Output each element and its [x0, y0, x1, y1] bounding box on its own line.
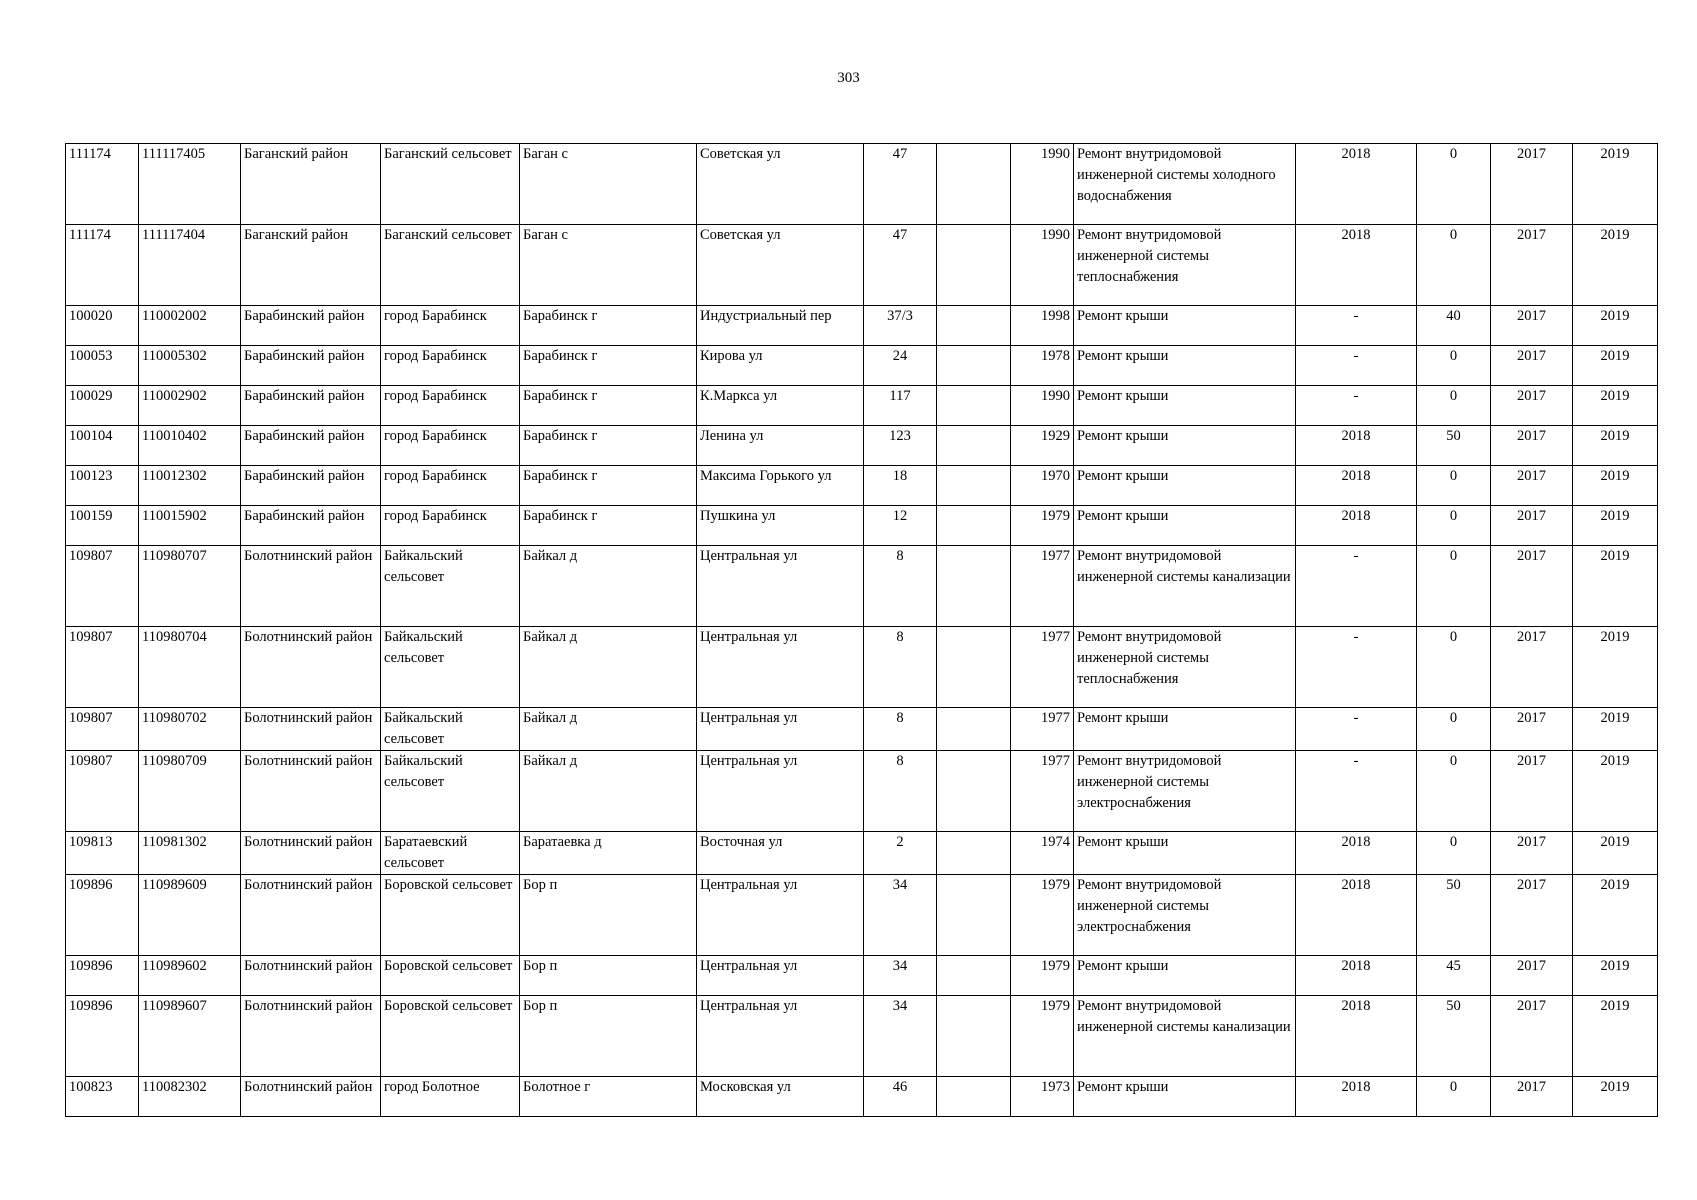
cell-period-end: 2019 — [1573, 225, 1658, 306]
cell-build-year: 1929 — [1011, 426, 1074, 466]
cell-work-code: 110005302 — [139, 346, 241, 386]
cell-house-id: 109896 — [66, 956, 139, 996]
cell-locality: Бор п — [520, 956, 697, 996]
cell-house-number: 18 — [864, 466, 937, 506]
cell-house-id: 111174 — [66, 144, 139, 225]
cell-street: Центральная ул — [697, 751, 864, 832]
cell-building — [937, 506, 1011, 546]
cell-district: Баганский район — [241, 144, 381, 225]
cell-work-type: Ремонт крыши — [1074, 386, 1296, 426]
cell-period-end: 2019 — [1573, 466, 1658, 506]
cell-value: 0 — [1417, 225, 1491, 306]
cell-value: 45 — [1417, 956, 1491, 996]
cell-street: Центральная ул — [697, 627, 864, 708]
cell-work-code: 110012302 — [139, 466, 241, 506]
cell-build-year: 1978 — [1011, 346, 1074, 386]
table-row — [66, 832, 1658, 875]
cell-locality: Барабинск г — [520, 506, 697, 546]
page-number: 303 — [837, 70, 860, 86]
cell-municipality: Боровской сельсовет — [381, 875, 520, 956]
cell-work-code: 110980702 — [139, 708, 241, 751]
cell-building — [937, 627, 1011, 708]
cell-value: 50 — [1417, 875, 1491, 956]
cell-build-year: 1990 — [1011, 225, 1074, 306]
table-row — [66, 956, 1658, 996]
cell-period-end: 2019 — [1573, 426, 1658, 466]
cell-period-end: 2019 — [1573, 708, 1658, 751]
cell-period-start: 2017 — [1491, 708, 1573, 751]
cell-municipality: Боровской сельсовет — [381, 996, 520, 1077]
cell-municipality: Байкальский сельсовет — [381, 751, 520, 832]
cell-value: 0 — [1417, 751, 1491, 832]
cell-street: Центральная ул — [697, 708, 864, 751]
cell-value: 50 — [1417, 426, 1491, 466]
table-row — [66, 346, 1658, 386]
cell-locality: Баратаевка д — [520, 832, 697, 875]
cell-work-type: Ремонт крыши — [1074, 426, 1296, 466]
cell-period-start: 2017 — [1491, 627, 1573, 708]
cell-period-end: 2019 — [1573, 346, 1658, 386]
cell-house-number: 24 — [864, 346, 937, 386]
cell-period-end: 2019 — [1573, 956, 1658, 996]
cell-house-id: 100823 — [66, 1077, 139, 1117]
cell-district: Болотнинский район — [241, 708, 381, 751]
cell-building — [937, 225, 1011, 306]
cell-district: Барабинский район — [241, 466, 381, 506]
cell-work-type: Ремонт внутридомовой инженерной системы теплоснабжения — [1074, 225, 1296, 306]
cell-plan-year: 2018 — [1296, 875, 1417, 956]
cell-period-start: 2017 — [1491, 426, 1573, 466]
cell-work-type: Ремонт внутридомовой инженерной системы теплоснабжения — [1074, 627, 1296, 708]
cell-value: 0 — [1417, 466, 1491, 506]
cell-period-start: 2017 — [1491, 144, 1573, 225]
cell-work-type: Ремонт крыши — [1074, 1077, 1296, 1117]
cell-municipality: город Барабинск — [381, 306, 520, 346]
cell-work-code: 110989609 — [139, 875, 241, 956]
cell-house-number: 34 — [864, 996, 937, 1077]
cell-municipality: город Барабинск — [381, 426, 520, 466]
table-row — [66, 875, 1658, 956]
cell-work-code: 110015902 — [139, 506, 241, 546]
cell-locality: Барабинск г — [520, 306, 697, 346]
cell-period-start: 2017 — [1491, 751, 1573, 832]
cell-build-year: 1977 — [1011, 751, 1074, 832]
cell-build-year: 1979 — [1011, 996, 1074, 1077]
cell-district: Болотнинский район — [241, 627, 381, 708]
cell-district: Баганский район — [241, 225, 381, 306]
cell-work-type: Ремонт крыши — [1074, 956, 1296, 996]
cell-plan-year: 2018 — [1296, 144, 1417, 225]
cell-period-end: 2019 — [1573, 875, 1658, 956]
cell-municipality: город Барабинск — [381, 386, 520, 426]
cell-street: Советская ул — [697, 144, 864, 225]
cell-work-type: Ремонт внутридомовой инженерной системы электроснабжения — [1074, 875, 1296, 956]
cell-locality: Бор п — [520, 875, 697, 956]
cell-house-id: 109813 — [66, 832, 139, 875]
cell-building — [937, 708, 1011, 751]
cell-house-number: 8 — [864, 627, 937, 708]
cell-district: Барабинский район — [241, 506, 381, 546]
cell-street: Кирова ул — [697, 346, 864, 386]
cell-district: Болотнинский район — [241, 875, 381, 956]
cell-district: Болотнинский район — [241, 751, 381, 832]
cell-period-end: 2019 — [1573, 1077, 1658, 1117]
cell-municipality: город Барабинск — [381, 346, 520, 386]
cell-street: Ленина ул — [697, 426, 864, 466]
cell-value: 0 — [1417, 386, 1491, 426]
cell-period-start: 2017 — [1491, 506, 1573, 546]
cell-locality: Барабинск г — [520, 386, 697, 426]
cell-municipality: Байкальский сельсовет — [381, 708, 520, 751]
cell-locality: Байкал д — [520, 708, 697, 751]
cell-district: Барабинский район — [241, 346, 381, 386]
cell-period-start: 2017 — [1491, 956, 1573, 996]
cell-street: Советская ул — [697, 225, 864, 306]
cell-work-type: Ремонт крыши — [1074, 708, 1296, 751]
cell-work-type: Ремонт крыши — [1074, 346, 1296, 386]
cell-municipality: Баганский сельсовет — [381, 144, 520, 225]
cell-locality: Байкал д — [520, 627, 697, 708]
cell-house-number: 46 — [864, 1077, 937, 1117]
cell-house-number: 8 — [864, 708, 937, 751]
cell-work-code: 110010402 — [139, 426, 241, 466]
cell-district: Болотнинский район — [241, 956, 381, 996]
cell-value: 0 — [1417, 832, 1491, 875]
cell-plan-year: 2018 — [1296, 506, 1417, 546]
cell-period-start: 2017 — [1491, 306, 1573, 346]
table-row — [66, 144, 1658, 225]
cell-build-year: 1998 — [1011, 306, 1074, 346]
cell-municipality: Байкальский сельсовет — [381, 627, 520, 708]
cell-period-end: 2019 — [1573, 306, 1658, 346]
cell-work-type: Ремонт внутридомовой инженерной системы канализации — [1074, 546, 1296, 627]
cell-locality: Барабинск г — [520, 346, 697, 386]
cell-house-number: 2 — [864, 832, 937, 875]
cell-work-code: 110981302 — [139, 832, 241, 875]
table-row — [66, 306, 1658, 346]
cell-house-id: 100053 — [66, 346, 139, 386]
cell-municipality: Байкальский сельсовет — [381, 546, 520, 627]
cell-house-id: 100159 — [66, 506, 139, 546]
cell-locality: Байкал д — [520, 546, 697, 627]
table-row — [66, 506, 1658, 546]
table-row — [66, 1077, 1658, 1117]
cell-house-id: 111174 — [66, 225, 139, 306]
cell-street: Пушкина ул — [697, 506, 864, 546]
table-row — [66, 225, 1658, 306]
cell-period-start: 2017 — [1491, 346, 1573, 386]
cell-value: 0 — [1417, 546, 1491, 627]
cell-house-id: 109807 — [66, 708, 139, 751]
cell-work-code: 110989607 — [139, 996, 241, 1077]
cell-build-year: 1973 — [1011, 1077, 1074, 1117]
cell-street: Центральная ул — [697, 996, 864, 1077]
cell-plan-year: - — [1296, 751, 1417, 832]
table-row — [66, 426, 1658, 466]
cell-district: Барабинский район — [241, 426, 381, 466]
cell-plan-year: - — [1296, 386, 1417, 426]
cell-work-type: Ремонт крыши — [1074, 506, 1296, 546]
cell-build-year: 1990 — [1011, 144, 1074, 225]
cell-plan-year: 2018 — [1296, 1077, 1417, 1117]
cell-house-id: 100123 — [66, 466, 139, 506]
cell-build-year: 1974 — [1011, 832, 1074, 875]
cell-building — [937, 546, 1011, 627]
cell-street: Восточная ул — [697, 832, 864, 875]
cell-build-year: 1990 — [1011, 386, 1074, 426]
cell-period-start: 2017 — [1491, 386, 1573, 426]
cell-municipality: город Барабинск — [381, 466, 520, 506]
cell-work-code: 110989602 — [139, 956, 241, 996]
cell-house-number: 123 — [864, 426, 937, 466]
cell-street: К.Маркса ул — [697, 386, 864, 426]
cell-building — [937, 1077, 1011, 1117]
cell-building — [937, 386, 1011, 426]
cell-building — [937, 875, 1011, 956]
table-row — [66, 708, 1658, 751]
cell-street: Индустриальный пер — [697, 306, 864, 346]
cell-period-end: 2019 — [1573, 144, 1658, 225]
cell-period-start: 2017 — [1491, 225, 1573, 306]
cell-house-number: 8 — [864, 546, 937, 627]
cell-building — [937, 751, 1011, 832]
cell-build-year: 1970 — [1011, 466, 1074, 506]
cell-period-end: 2019 — [1573, 627, 1658, 708]
cell-plan-year: - — [1296, 708, 1417, 751]
cell-house-number: 34 — [864, 875, 937, 956]
repair-register-table — [65, 143, 1658, 1117]
cell-build-year: 1977 — [1011, 546, 1074, 627]
cell-house-id: 109896 — [66, 996, 139, 1077]
cell-period-end: 2019 — [1573, 996, 1658, 1077]
cell-value: 0 — [1417, 506, 1491, 546]
cell-house-id: 100104 — [66, 426, 139, 466]
cell-house-number: 117 — [864, 386, 937, 426]
cell-value: 0 — [1417, 144, 1491, 225]
table-row — [66, 996, 1658, 1077]
cell-house-number: 47 — [864, 144, 937, 225]
cell-building — [937, 832, 1011, 875]
cell-period-end: 2019 — [1573, 832, 1658, 875]
cell-work-code: 111117404 — [139, 225, 241, 306]
cell-district: Болотнинский район — [241, 832, 381, 875]
cell-house-id: 109807 — [66, 751, 139, 832]
cell-plan-year: - — [1296, 546, 1417, 627]
cell-period-start: 2017 — [1491, 1077, 1573, 1117]
cell-work-type: Ремонт крыши — [1074, 466, 1296, 506]
cell-locality: Баган с — [520, 225, 697, 306]
cell-building — [937, 346, 1011, 386]
cell-building — [937, 996, 1011, 1077]
cell-work-type: Ремонт крыши — [1074, 832, 1296, 875]
cell-district: Болотнинский район — [241, 546, 381, 627]
cell-house-id: 109807 — [66, 627, 139, 708]
cell-build-year: 1979 — [1011, 875, 1074, 956]
cell-work-type: Ремонт внутридомовой инженерной системы холодного водоснабжения — [1074, 144, 1296, 225]
cell-building — [937, 306, 1011, 346]
cell-work-code: 110980709 — [139, 751, 241, 832]
cell-district: Барабинский район — [241, 306, 381, 346]
cell-value: 50 — [1417, 996, 1491, 1077]
cell-locality: Болотное г — [520, 1077, 697, 1117]
cell-locality: Барабинск г — [520, 466, 697, 506]
cell-house-id: 109807 — [66, 546, 139, 627]
table-row — [66, 386, 1658, 426]
cell-locality: Барабинск г — [520, 426, 697, 466]
cell-build-year: 1977 — [1011, 708, 1074, 751]
cell-period-end: 2019 — [1573, 506, 1658, 546]
cell-house-number: 34 — [864, 956, 937, 996]
cell-value: 0 — [1417, 708, 1491, 751]
cell-house-id: 100020 — [66, 306, 139, 346]
cell-municipality: город Барабинск — [381, 506, 520, 546]
cell-plan-year: - — [1296, 346, 1417, 386]
cell-street: Московская ул — [697, 1077, 864, 1117]
cell-work-code: 110980707 — [139, 546, 241, 627]
cell-period-end: 2019 — [1573, 386, 1658, 426]
cell-period-start: 2017 — [1491, 875, 1573, 956]
cell-work-code: 111117405 — [139, 144, 241, 225]
cell-house-number: 47 — [864, 225, 937, 306]
cell-period-end: 2019 — [1573, 546, 1658, 627]
cell-house-number: 8 — [864, 751, 937, 832]
cell-district: Болотнинский район — [241, 996, 381, 1077]
cell-value: 0 — [1417, 1077, 1491, 1117]
cell-work-type: Ремонт внутридомовой инженерной системы электроснабжения — [1074, 751, 1296, 832]
cell-plan-year: 2018 — [1296, 426, 1417, 466]
table-row — [66, 627, 1658, 708]
cell-plan-year: 2018 — [1296, 832, 1417, 875]
cell-value: 0 — [1417, 627, 1491, 708]
cell-work-code: 110002002 — [139, 306, 241, 346]
cell-work-code: 110980704 — [139, 627, 241, 708]
cell-build-year: 1979 — [1011, 506, 1074, 546]
cell-work-type: Ремонт внутридомовой инженерной системы канализации — [1074, 996, 1296, 1077]
cell-locality: Баган с — [520, 144, 697, 225]
cell-district: Болотнинский район — [241, 1077, 381, 1117]
cell-value: 40 — [1417, 306, 1491, 346]
cell-build-year: 1979 — [1011, 956, 1074, 996]
cell-work-code: 110002902 — [139, 386, 241, 426]
cell-period-end: 2019 — [1573, 751, 1658, 832]
cell-street: Максима Горького ул — [697, 466, 864, 506]
cell-municipality: город Болотное — [381, 1077, 520, 1117]
cell-build-year: 1977 — [1011, 627, 1074, 708]
cell-plan-year: 2018 — [1296, 996, 1417, 1077]
cell-municipality: Баганский сельсовет — [381, 225, 520, 306]
table-row — [66, 466, 1658, 506]
cell-street: Центральная ул — [697, 956, 864, 996]
cell-period-start: 2017 — [1491, 466, 1573, 506]
cell-period-start: 2017 — [1491, 996, 1573, 1077]
cell-locality: Байкал д — [520, 751, 697, 832]
cell-building — [937, 466, 1011, 506]
cell-locality: Бор п — [520, 996, 697, 1077]
cell-period-start: 2017 — [1491, 832, 1573, 875]
cell-plan-year: 2018 — [1296, 225, 1417, 306]
cell-plan-year: 2018 — [1296, 956, 1417, 996]
cell-building — [937, 426, 1011, 466]
cell-work-type: Ремонт крыши — [1074, 306, 1296, 346]
cell-plan-year: - — [1296, 306, 1417, 346]
cell-plan-year: 2018 — [1296, 466, 1417, 506]
cell-house-id: 100029 — [66, 386, 139, 426]
cell-street: Центральная ул — [697, 875, 864, 956]
table-row — [66, 546, 1658, 627]
cell-plan-year: - — [1296, 627, 1417, 708]
cell-building — [937, 956, 1011, 996]
cell-district: Барабинский район — [241, 386, 381, 426]
cell-house-number: 37/3 — [864, 306, 937, 346]
cell-house-number: 12 — [864, 506, 937, 546]
cell-work-code: 110082302 — [139, 1077, 241, 1117]
cell-street: Центральная ул — [697, 546, 864, 627]
cell-period-start: 2017 — [1491, 546, 1573, 627]
cell-house-id: 109896 — [66, 875, 139, 956]
cell-value: 0 — [1417, 346, 1491, 386]
cell-municipality: Баратаевский сельсовет — [381, 832, 520, 875]
table-row — [66, 751, 1658, 832]
cell-building — [937, 144, 1011, 225]
cell-municipality: Боровской сельсовет — [381, 956, 520, 996]
